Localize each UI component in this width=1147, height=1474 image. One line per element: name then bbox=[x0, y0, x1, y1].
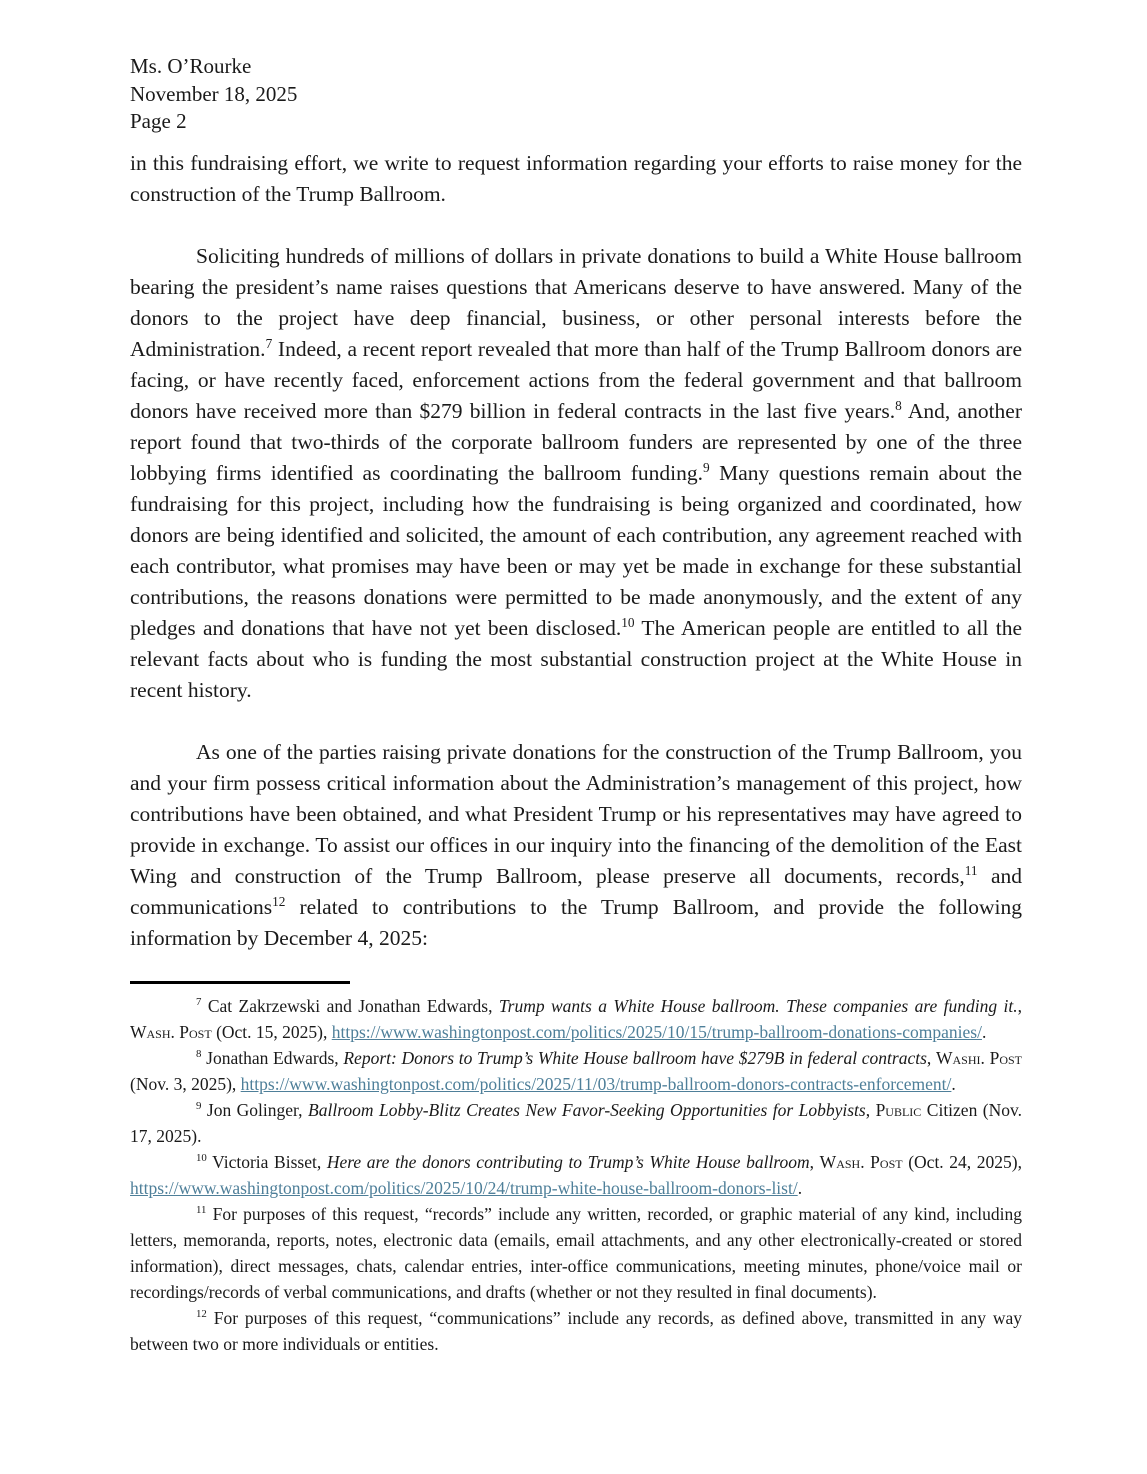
text-run: , bbox=[809, 1151, 820, 1172]
text-run: Ballroom Lobby-Blitz Creates New Favor-Seeking Opportunities for Lobbyists bbox=[308, 1099, 866, 1120]
text-run: . bbox=[797, 1177, 803, 1198]
footnote-separator bbox=[130, 981, 350, 984]
footnote-ref: 11 bbox=[196, 1203, 207, 1216]
footnote-ref: 12 bbox=[196, 1307, 207, 1320]
hyperlink[interactable]: https://www.washingtonpost.com/politics/2025/10/24/trump-white-house-ballroom-donors-list/ bbox=[130, 1177, 798, 1198]
text-run: Victoria Bisset, bbox=[206, 1151, 327, 1172]
page-number-line: Page 2 bbox=[130, 109, 187, 133]
footnote-ref: 9 bbox=[196, 1099, 202, 1112]
text-run: Wash. Post bbox=[130, 1021, 212, 1042]
text-run: Wash. Post bbox=[819, 1151, 903, 1172]
footnotes bbox=[130, 993, 1022, 1357]
footnote bbox=[130, 1045, 1022, 1097]
text-run: Report: Donors to Trump’s White House ballroom have $279B in federal contracts bbox=[343, 1047, 927, 1068]
footnote-ref: 8 bbox=[196, 1047, 202, 1060]
text-run: in this fundraising effort, we write to request information regarding your efforts to raise money for the construction of the Trump Ballroom. bbox=[130, 150, 1022, 206]
footnote bbox=[130, 1097, 1022, 1149]
text-run: As one of the parties raising private donations for the construction of the Trump Ballroom, you and your firm possess critical information about the Administration’s management of this project, how contributions have been obtained, and what President Trump or his representatives may have agreed to provide in exchange. To assist our offices in our inquiry into the financing of the demolition of the East Wing and construction of the Trump Ballroom, please preserve all documents, records, bbox=[130, 739, 1022, 888]
hyperlink[interactable]: https://www.washingtonpost.com/politics/2025/11/03/trump-ballroom-donors-contracts-enforcement/ bbox=[240, 1073, 952, 1094]
text-run: related to contributions to the Trump Ballroom, and provide the following information by December 4, 2025: bbox=[130, 894, 1022, 950]
footnote-ref: 12 bbox=[272, 893, 286, 909]
text-run: Cat Zakrzewski and Jonathan Edwards, bbox=[201, 995, 499, 1016]
paragraph bbox=[130, 737, 1022, 954]
text-run: Indeed, a recent report revealed that more than half of the Trump Ballroom donors are facing, or have recently faced, enforcement actions from the federal government and that ballroom donors have received more than $279 billion in federal contracts in the last five years. bbox=[130, 336, 1022, 423]
text-run: Trump wants a White House ballroom. These companies are funding it. bbox=[498, 995, 1018, 1016]
text-run: Here are the donors contributing to Trump’s White House ballroom bbox=[326, 1151, 810, 1172]
footnote bbox=[130, 1201, 1022, 1305]
footnote-ref: 11 bbox=[964, 862, 978, 878]
text-run: And, another report found that two-thirds of the corporate ballroom funders are represented by one of the three lobbying firms identified as coordinating the ballroom funding. bbox=[130, 398, 1022, 485]
text-run: For purposes of this request, “communications” include any records, as defined above, transmitted in any way between two or more individuals or entities. bbox=[130, 1307, 1022, 1354]
footnote-ref: 10 bbox=[196, 1151, 207, 1164]
text-run: The American people are entitled to all the relevant facts about who is funding the most substantial construction project at the White House in recent history. bbox=[130, 615, 1022, 702]
footnote bbox=[130, 1149, 1022, 1201]
text-run: . bbox=[951, 1073, 956, 1094]
date-line: November 18, 2025 bbox=[130, 81, 298, 106]
text-run: Jon Golinger, bbox=[201, 1099, 309, 1120]
paragraph bbox=[130, 241, 1022, 706]
hyperlink[interactable]: https://www.washingtonpost.com/politics/2025/10/15/trump-ballroom-donations-companies/ bbox=[331, 1021, 982, 1042]
text-run: (Oct. 24, 2025), bbox=[902, 1151, 1022, 1172]
footnote-ref: 7 bbox=[196, 995, 202, 1008]
text-run: Many questions remain about the fundraising for this project, including how the fundraising is being organized and coordinated, how donors are being identified and solicited, the amount of each contribution, any agreement reached with each contributor, what promises may have been or may yet be made in exchange for these substantial contributions, the reasons donations were permitted to be made anonymously, and the extent of any pledges and donations that have not yet been disclosed. bbox=[130, 460, 1022, 640]
body-paragraphs bbox=[130, 148, 1022, 954]
text-run: For purposes of this request, “records” include any written, recorded, or graphic material of any kind, including letters, memoranda, reports, notes, electronic data (emails, email attachments, and any other electronically-created or stored information), direct messages, chats, calendar entries, inter-office communications, meeting minutes, phone/voice mail or recordings/records of verbal communications, and drafts (whether or not they resulted in final documents). bbox=[130, 1203, 1022, 1302]
footnote-ref: 8 bbox=[895, 397, 902, 413]
text-run: . bbox=[981, 1021, 987, 1042]
page-header bbox=[130, 53, 1022, 136]
text-run: Soliciting hundreds of millions of dollars in private donations to build a White House ballroom bearing the president’s name raises questions that Americans deserve to have answered. Many of the donors to the project have deep financial, business, or other personal interests before the Administration. bbox=[130, 243, 1022, 361]
footnote-ref: 7 bbox=[265, 335, 273, 351]
footnote bbox=[130, 993, 1022, 1045]
footnote-ref: 9 bbox=[703, 459, 710, 475]
footnote bbox=[130, 1305, 1022, 1357]
recipient-line: Ms. O’Rourke bbox=[130, 54, 252, 78]
text-run: , bbox=[1017, 995, 1023, 1016]
text-run: Public bbox=[875, 1099, 922, 1120]
text-run: Jonathan Edwards, bbox=[201, 1047, 344, 1068]
text-run: , bbox=[926, 1047, 936, 1068]
text-run: , bbox=[865, 1099, 876, 1120]
text-run: (Nov. 3, 2025), bbox=[130, 1073, 241, 1094]
text-run: Washi. Post bbox=[936, 1047, 1023, 1068]
text-run: Citizen (Nov. 17, 2025). bbox=[130, 1099, 1022, 1146]
footnote-ref: 10 bbox=[621, 614, 635, 630]
text-run: and communications bbox=[130, 863, 1022, 919]
text-run: (Oct. 15, 2025), bbox=[211, 1021, 332, 1042]
paragraph bbox=[130, 148, 1022, 210]
